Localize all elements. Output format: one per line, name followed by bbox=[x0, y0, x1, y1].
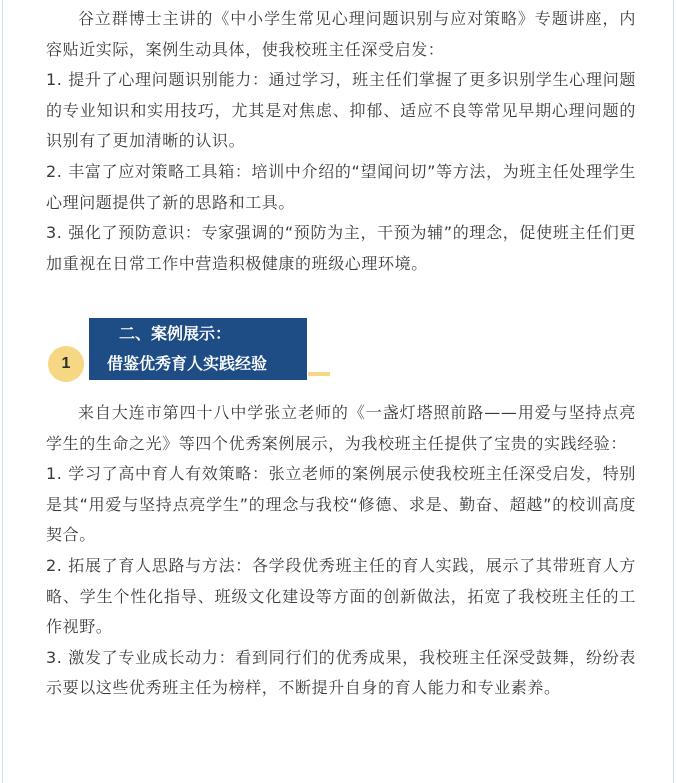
section1-point-2: 2. 丰富了应对策略工具箱：培训中介绍的“望闻问切”等方法，为班主任处理学生心理问题提供了新的思路和工具。 bbox=[46, 161, 636, 212]
section-header bbox=[46, 316, 346, 386]
section2-point-3: 3. 激发了专业成长动力：看到同行们的优秀成果，我校班主任深受鼓舞，纷纷表示要以这些优秀班主任为榜样，不断提升自身的育人能力和专业素养。 bbox=[46, 647, 636, 698]
section-title-line2: 借鉴优秀育人实践经验 bbox=[107, 354, 268, 373]
section-number-badge: 1 bbox=[48, 346, 84, 382]
section2-intro: 来自大连市第四十八中学张立老师的《一盏灯塔照前路——用爱与坚持点亮学生的生命之光》等四个优秀案例展示，为我校班主任提供了宝贵的实践经验： bbox=[46, 403, 636, 453]
section2-point-2: 2. 拓展了育人思路与方法：各学段优秀班主任的育人实践，展示了其带班育人方略、学生个性化指导、班级文化建设等方面的创新做法，拓宽了我校班主任的工作视野。 bbox=[46, 555, 636, 637]
section2-body bbox=[46, 398, 636, 704]
section1-intro: 谷立群博士主讲的《中小学生常见心理问题识别与应对策略》专题讲座，内容贴近实际，案例生动具体，使我校班主任深受启发： bbox=[46, 9, 636, 59]
section1-point-1: 1. 提升了心理问题识别能力：通过学习，班主任们掌握了更多识别学生心理问题的专业知识和实用技巧，尤其是对焦虑、抑郁、适应不良等常见早期心理问题的识别有了更加清晰的认识。 bbox=[46, 70, 636, 151]
accent-underline bbox=[308, 372, 330, 376]
section1-point-3: 3. 强化了预防意识：专家强调的“预防为主，干预为辅”的理念，促使班主任们更加重视在日常工作中营造积极健康的班级心理环境。 bbox=[46, 223, 636, 273]
section-title-box bbox=[89, 318, 307, 380]
section-title-line1: 二、案例展示： bbox=[119, 324, 232, 343]
section2-point-1: 1. 学习了高中育人有效策略：张立老师的案例展示使我校班主任深受启发，特别是其“用爱与坚持点亮学生”的理念与我校“修德、求是、勤奋、超越”的校训高度契合。 bbox=[46, 464, 636, 545]
section1-body bbox=[46, 4, 636, 279]
